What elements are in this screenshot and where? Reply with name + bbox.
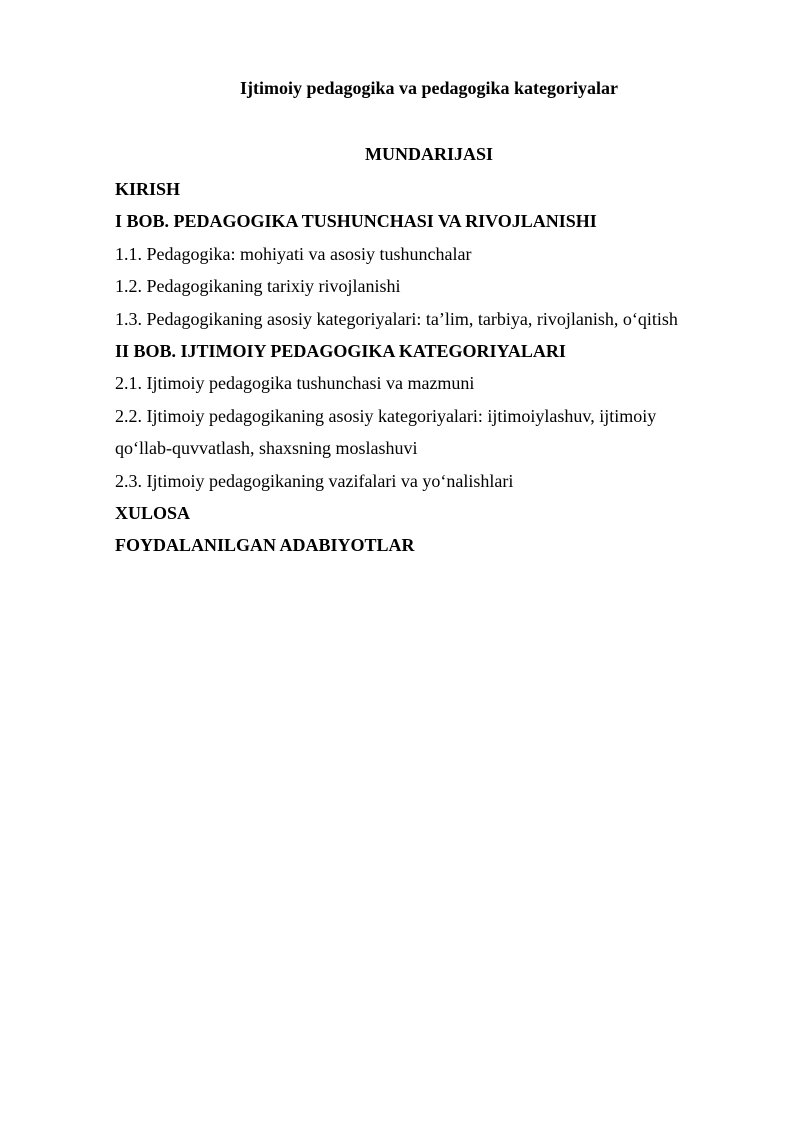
table-of-contents bbox=[115, 173, 715, 562]
toc-item-kirish: KIRISH bbox=[115, 179, 181, 199]
toc-item-2-2: 2.2. Ijtimoiy pedagogikaning asosiy kategoriyalari: ijtimoiylashuv, ijtimoiy qo‘llab-quvvatlash, shaxsning moslashuvi bbox=[115, 405, 657, 459]
toc-item-1-3: 1.3. Pedagogikaning asosiy kategoriyalari: ta’lim, tarbiya, rivojlanish, o‘qitish bbox=[115, 308, 678, 329]
toc-item-adabiyotlar: FOYDALANILGAN ADABIYOTLAR bbox=[115, 535, 415, 556]
toc-item-chapter-2: II BOB. IJTIMOIY PEDAGOGIKA KATEGORIYALARI bbox=[115, 341, 566, 362]
toc-heading: MUNDARIJASI bbox=[364, 144, 493, 164]
toc-item-1-1: 1.1. Pedagogika: mohiyati va asosiy tushunchalar bbox=[115, 243, 472, 264]
toc-item-chapter-1: I BOB. PEDAGOGIKA TUSHUNCHASI VA RIVOJLANISHI bbox=[115, 211, 597, 232]
toc-item-2-1: 2.1. Ijtimoiy pedagogika tushunchasi va mazmuni bbox=[115, 373, 475, 394]
toc-item-xulosa: XULOSA bbox=[115, 503, 191, 524]
toc-item-1-2: 1.2. Pedagogikaning tarixiy rivojlanishi bbox=[115, 276, 401, 297]
document-title: Ijtimoiy pedagogika va pedagogika kategoriyalar bbox=[239, 78, 618, 98]
toc-item-2-3: 2.3. Ijtimoiy pedagogikaning vazifalari va yo‘nalishlari bbox=[115, 470, 514, 491]
